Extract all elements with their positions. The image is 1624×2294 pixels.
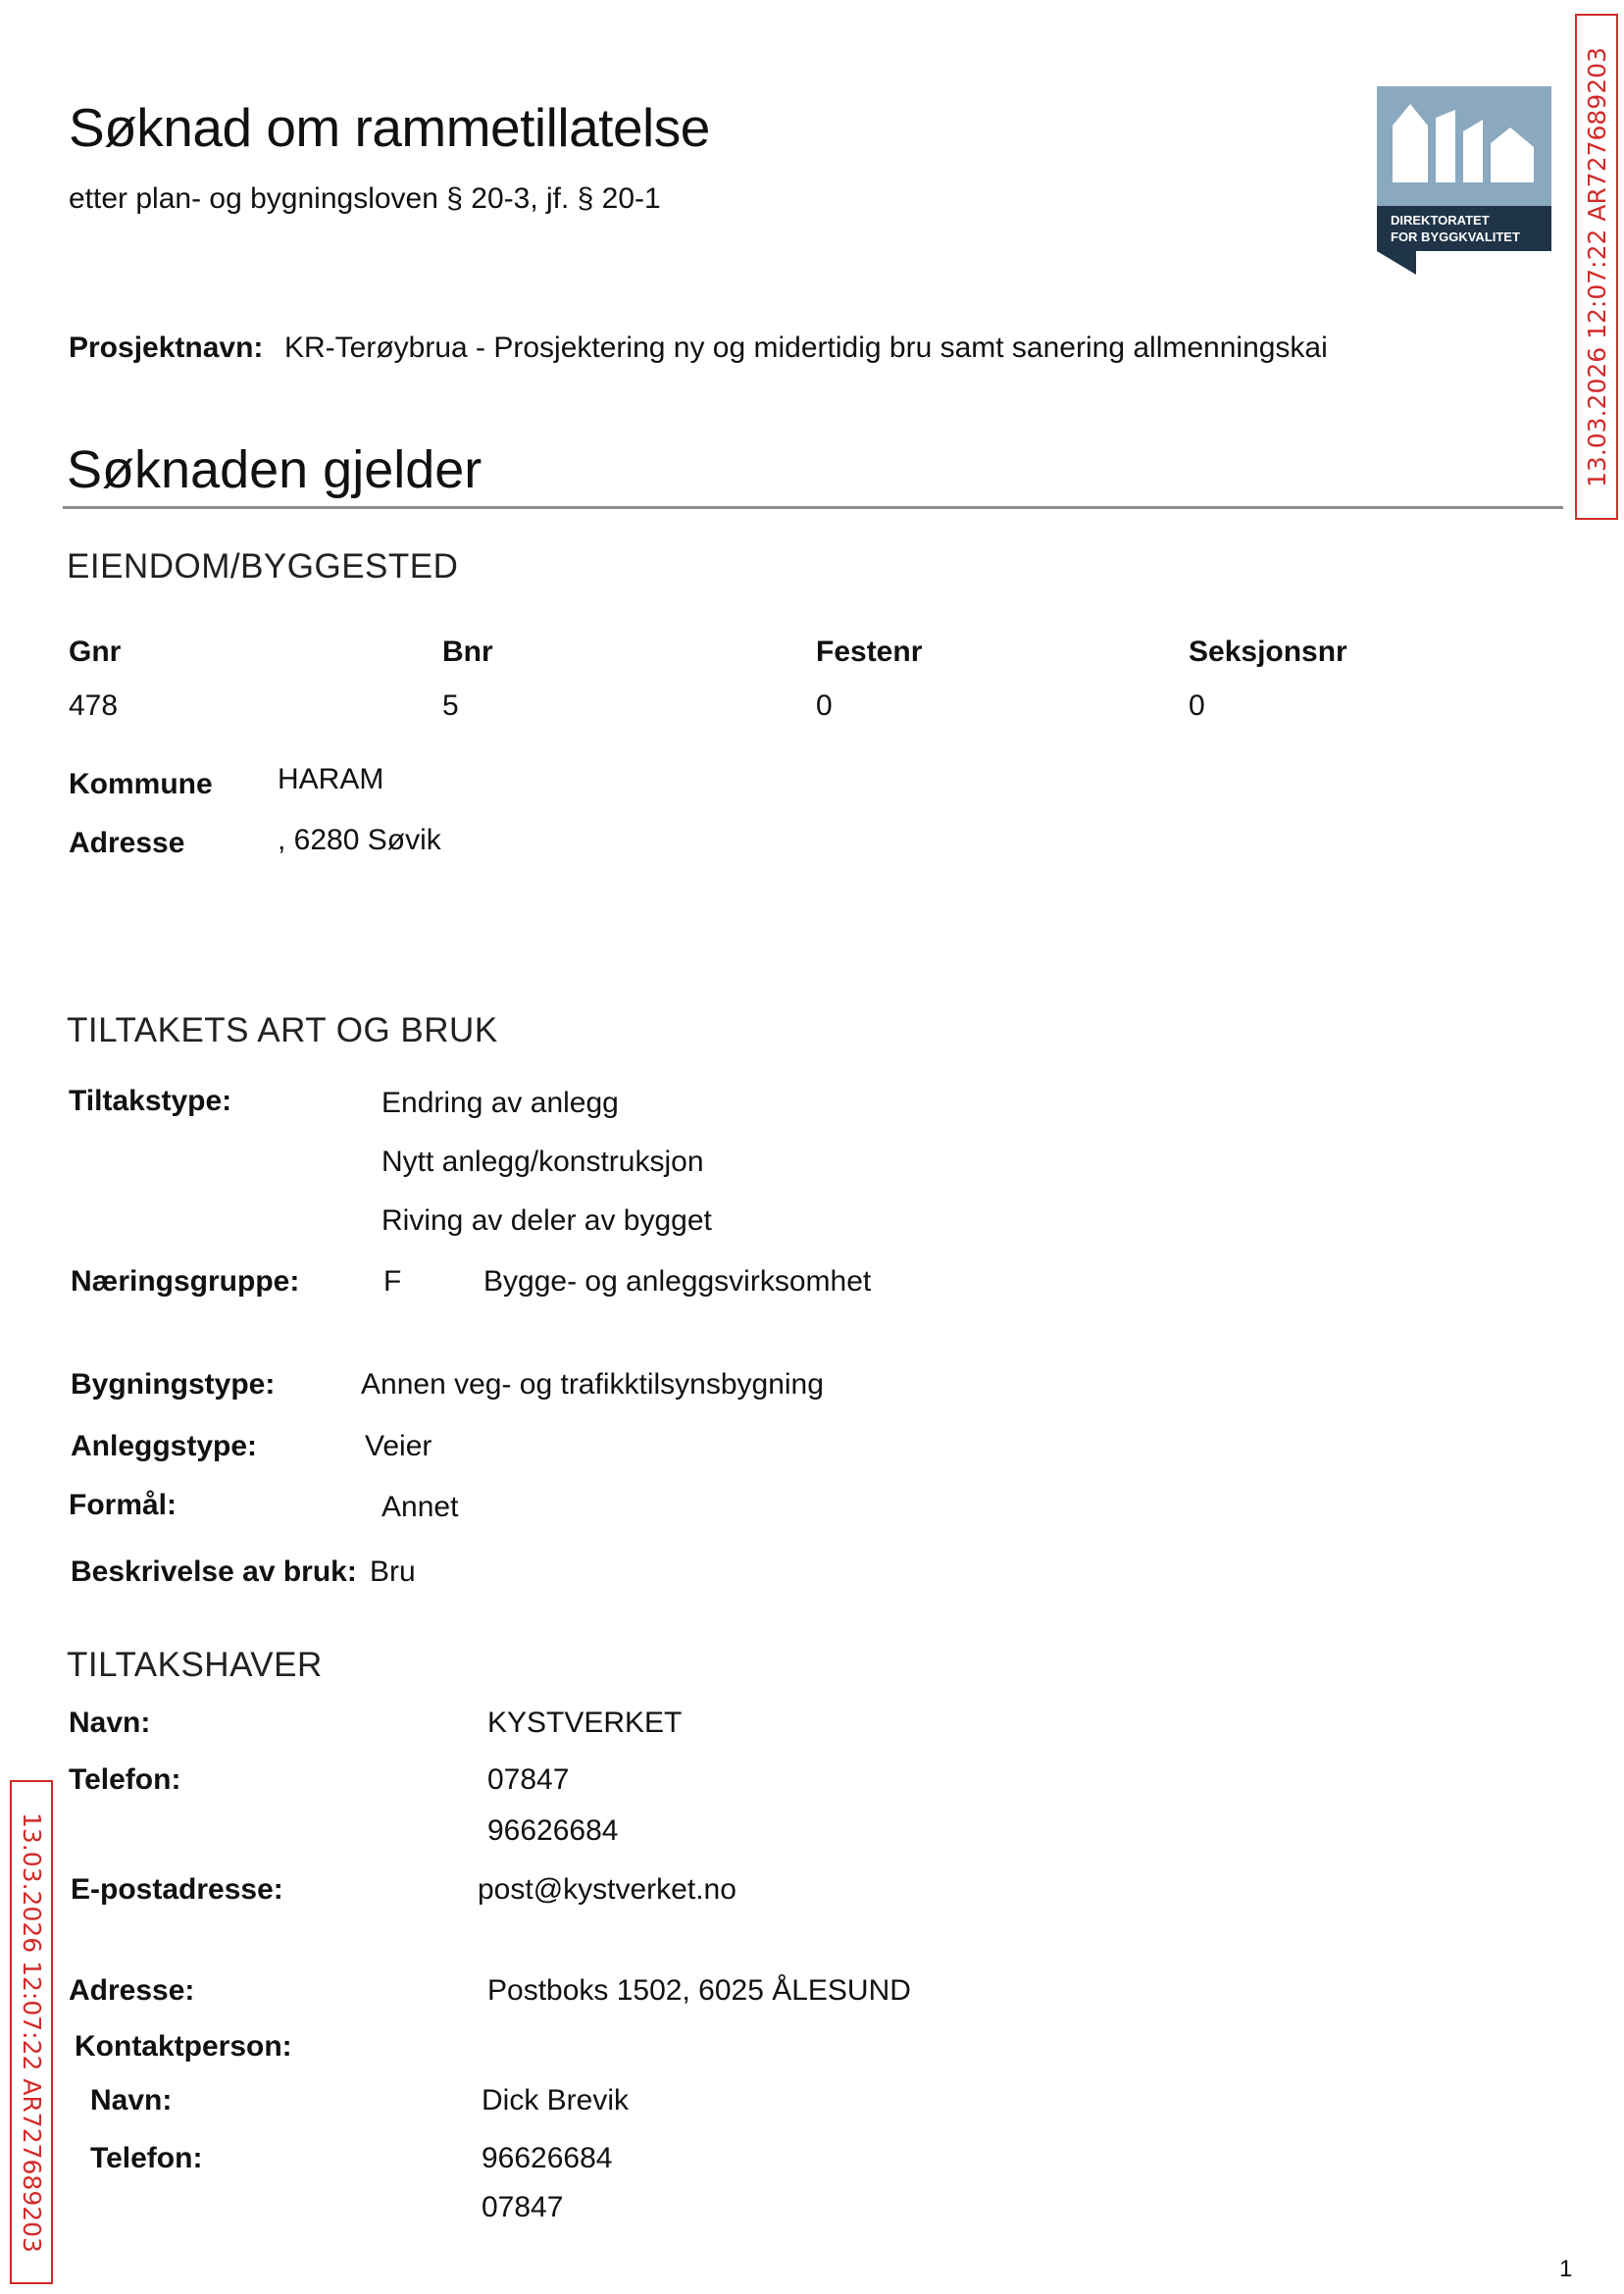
- timestamp-stamp-right: [1575, 14, 1618, 520]
- adresse-value: , 6280 Søvik: [278, 824, 441, 856]
- kontakt-telefon-label: Telefon:: [90, 2142, 203, 2174]
- adresse-label: Adresse: [69, 827, 185, 859]
- timestamp-stamp-left: [10, 1780, 53, 2284]
- stamp-text: 13.03.2026 12:07:22 AR727689203: [17, 1811, 46, 2253]
- project-label: Prosjektnavn:: [69, 331, 264, 364]
- owner-epost-label: E-postadresse:: [71, 1873, 283, 1906]
- kommune-value: HARAM: [278, 763, 384, 795]
- page-number: 1: [1559, 2256, 1573, 2282]
- kontakt-telefon-1: 96626684: [482, 2142, 613, 2174]
- tiltakstype-3: Riving av deler av bygget: [381, 1204, 712, 1237]
- measure-heading: TILTAKETS ART OG BRUK: [67, 1011, 498, 1049]
- seksjonsnr-label: Seksjonsnr: [1189, 636, 1347, 668]
- tiltakstype-1: Endring av anlegg: [381, 1087, 619, 1119]
- owner-telefon-label: Telefon:: [69, 1763, 181, 1796]
- anleggstype-label: Anleggstype:: [71, 1430, 258, 1462]
- owner-epost-value[interactable]: post@kystverket.no: [478, 1873, 736, 1906]
- seksjonsnr-value: 0: [1189, 689, 1205, 722]
- anleggstype-value: Veier: [365, 1430, 432, 1462]
- festenr-value: 0: [816, 689, 833, 722]
- dibk-logo: [1377, 86, 1551, 275]
- naeringsgruppe-code: F: [383, 1265, 402, 1298]
- naeringsgruppe-label: Næringsgruppe:: [71, 1265, 300, 1298]
- owner-navn-label: Navn:: [69, 1707, 151, 1739]
- kontakt-navn-value: Dick Brevik: [482, 2084, 630, 2116]
- beskrivelse-label: Beskrivelse av bruk:: [71, 1555, 357, 1588]
- bnr-label: Bnr: [442, 636, 493, 668]
- page-title: Søknad om rammetillatelse: [69, 97, 710, 158]
- project-value: KR-Terøybrua - Prosjektering ny og midertidig bru samt sanering allmenningskai: [284, 331, 1328, 364]
- naeringsgruppe-value: Bygge- og anleggsvirksomhet: [483, 1265, 872, 1298]
- owner-adresse-value: Postboks 1502, 6025 ÅLESUND: [487, 1974, 911, 2007]
- bygningstype-value: Annen veg- og trafikktilsynsbygning: [361, 1368, 824, 1401]
- stamp-text: 13.03.2026 12:07:22 AR727689203: [1582, 46, 1611, 487]
- tiltakstype-label: Tiltakstype:: [69, 1085, 232, 1117]
- owner-telefon-2: 96626684: [487, 1814, 619, 1847]
- section-title: Søknaden gjelder: [67, 440, 482, 499]
- tiltakstype-2: Nytt anlegg/konstruksjon: [381, 1146, 704, 1178]
- kommune-label: Kommune: [69, 768, 213, 800]
- section-divider: [63, 506, 1563, 509]
- owner-telefon-1: 07847: [487, 1763, 570, 1796]
- beskrivelse-value: Bru: [370, 1555, 416, 1588]
- bygningstype-label: Bygningstype:: [71, 1368, 276, 1401]
- owner-adresse-label: Adresse:: [69, 1974, 195, 2007]
- kontakt-telefon-2: 07847: [482, 2191, 564, 2223]
- bnr-value: 5: [442, 689, 459, 722]
- kontakt-navn-label: Navn:: [90, 2084, 173, 2116]
- formaal-label: Formål:: [69, 1489, 178, 1521]
- logo-line-1: DIREKTORATET: [1391, 213, 1490, 228]
- owner-heading: TILTAKSHAVER: [67, 1646, 323, 1684]
- kontakt-label: Kontaktperson:: [75, 2030, 292, 2063]
- logo-line-2: FOR BYGGKVALITET: [1391, 229, 1520, 244]
- gnr-label: Gnr: [69, 636, 122, 668]
- page-subtitle: etter plan- og bygningsloven § 20-3, jf. § 20-1: [69, 182, 661, 215]
- formaal-value: Annet: [381, 1491, 459, 1523]
- owner-navn-value: KYSTVERKET: [487, 1707, 683, 1739]
- festenr-label: Festenr: [816, 636, 923, 668]
- property-heading: EIENDOM/BYGGESTED: [67, 547, 459, 586]
- gnr-value: 478: [69, 689, 119, 722]
